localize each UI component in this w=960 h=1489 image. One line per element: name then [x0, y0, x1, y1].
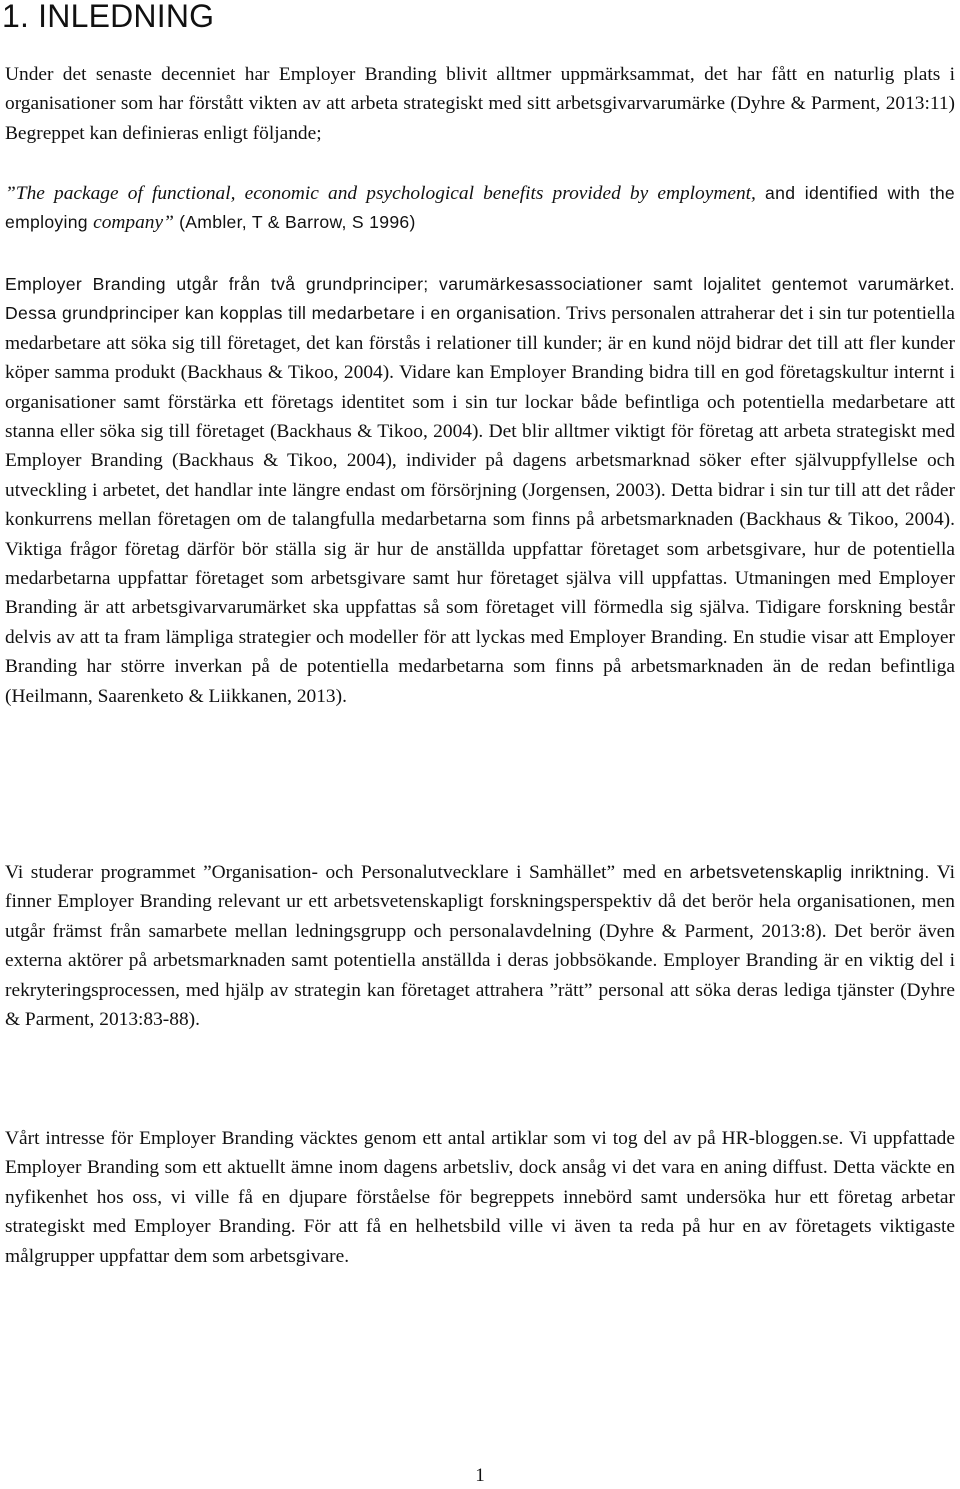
quote-source: (Ambler, T & Barrow, S 1996): [173, 212, 416, 233]
program-text-a: Vi studerar programmet ”Organisation- och Personalutvecklare i Samhället” med en: [5, 862, 690, 883]
program-paragraph: [5, 858, 955, 1034]
principles-serif-text: Trivs personalen attraherar det i sin tur potentiella medarbetare att söka sig till företaget, det kan förstås i relationer till kunder; är en kund nöjd bidrar det till att fler kunder köper samma produkt (Backhaus & Tikoo, 2004). Vidare kan Employer Branding bidra till en god företagskultur internt i organisationer samt förstärka ett företags identitet som i sin tur lockar både befintliga och potentiella medarbetare att stanna eller söka sig till företaget (Backhaus & Tikoo, 2004). Det blir alltmer viktigt för företag att arbeta strategiskt med Employer Branding (Backhaus & Tikoo, 2004), individer på dagens arbetsmarknad söker efter självuppfyllelse och utveckling i arbetet, det handlar inte längre endast om försörjning (Jorgensen, 2003). Detta bidrar i sin tur till att det råder konkurrens mellan företagen om de talangfulla medarbetarna som finns på arbetsmarknaden (Backhaus & Tikoo, 2004). Viktiga frågor företag därför bör ställa sig är hur de anställda uppfattar företaget som arbetsgivare, hur de potentiella medarbetarna uppfattar företaget som arbetsgivare samt hur företaget själva vill uppfattas. Utmaningen med Employer Branding är att arbetsgivarvarumärket ska uppfattas så som företaget vill förmedla sig själva. Tidigare forskning består delvis av att ta fram lämpliga strategier och modeller för att lyckas med Employer Branding. En studie visar att Employer Branding har större inverkan på de potentiella medarbetarna som finns på arbetsmarknaden än de redan befintliga (Heilmann, Saarenketo & Liikkanen, 2013).: [5, 303, 955, 707]
program-text-c: Vi finner Employer Branding relevant ur ett arbetsvetenskapligt forskningsperspektiv då det berör hela organisationen, men utgår främst från samarbete mellan ledningsgrupp och personalavdelning (Dyhre & Parment, 2013:8). Det berör även externa aktörer på arbetsmarknaden samt potentiella anställda i deras jobbsökande. Employer Branding är en viktig del i rekryteringsprocessen, med hjälp av strategin kan företaget attrahera ”rätt” personal att söka deras lediga tjänster (Dyhre & Parment, 2013:83-88).: [5, 862, 955, 1031]
principles-sans-text: Employer Branding utgår från två grundprinciper; varumärkesassociationer samt lojalitet gentemot varumärket. Dessa grundprinciper kan kopplas till medarbetare i en organisation.: [5, 274, 955, 324]
program-text-b: arbetsvetenskaplig inriktning.: [689, 862, 930, 882]
quote-company: company”: [93, 212, 174, 234]
principles-paragraph: [5, 270, 955, 711]
interest-paragraph: Vårt intresse för Employer Branding väcktes genom ett antal artiklar som vi tog del av på HR-bloggen.se. Vi uppfattade Employer Branding som ett aktuellt ämne inom dagens arbetsliv, dock ansåg vi det vara en aning diffust. Detta väckte en nyfikenhet hos oss, vi ville få en djupare förståelse för begreppets innebörd samt undersöka hur ett företag arbetar strategiskt med Employer Branding. För att få en helhetsbild ville vi även ta reda på hur en av företagets viktigaste målgrupper uppfattar dem som arbetsgivare.: [5, 1128, 955, 1267]
quote-middle: and identified with the employing: [5, 183, 956, 233]
definition-quote: [5, 179, 955, 238]
intro-paragraph: Under det senaste decenniet har Employer Branding blivit alltmer uppmärksammat, det har fått en naturlig plats i organisationer som har förstått vikten av att arbeta strategiskt med sitt arbetsgivarvarumärke (Dyhre & Parment, 2013:11) Begreppet kan definieras enligt följande;: [5, 64, 955, 144]
quote-opening: ”The package of functional, economic and psychological benefits provided by employment,: [5, 183, 766, 204]
section-heading: 1. INLEDNING: [2, 0, 215, 34]
page-number: 1: [475, 1465, 485, 1486]
